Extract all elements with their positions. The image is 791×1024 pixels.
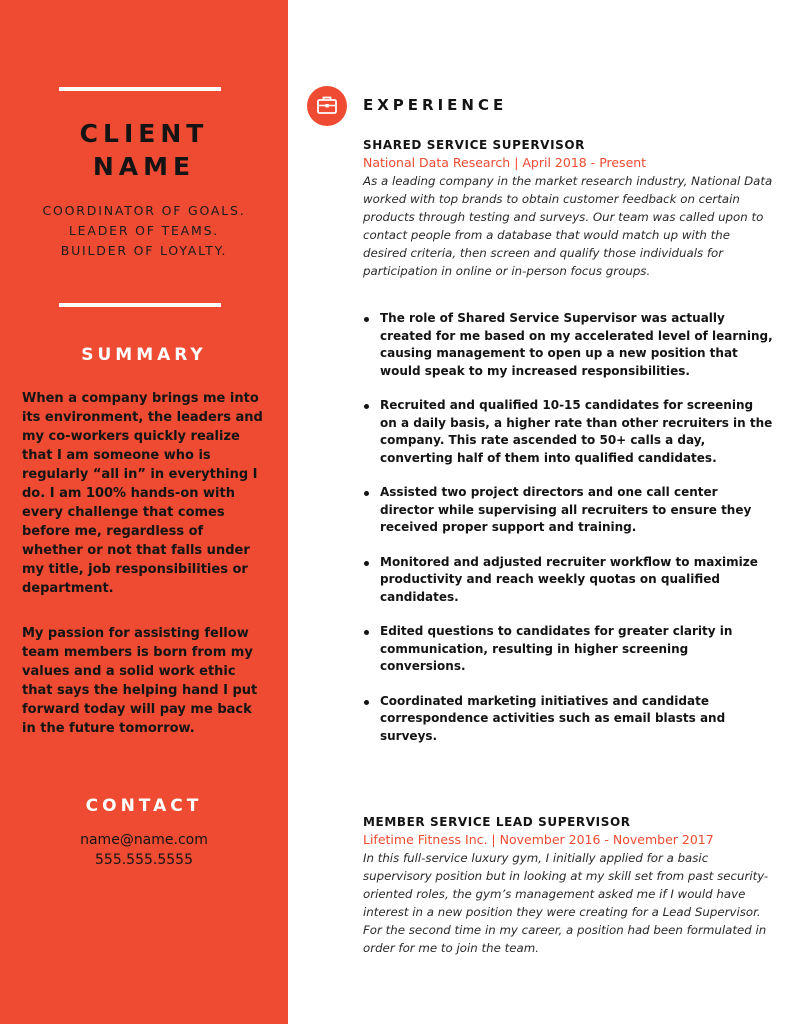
tagline-line-1: COORDINATOR OF GOALS. (42, 203, 246, 218)
top-divider (59, 87, 221, 91)
bullet-item (363, 310, 773, 380)
bullet-dot (364, 561, 369, 566)
bullet-item (363, 693, 773, 746)
bullet-dot (364, 700, 369, 705)
job-title: SHARED SERVICE SUPERVISOR (363, 138, 586, 152)
bullet-text: Coordinated marketing initiatives and candidate correspondence activities such as email blasts and surveys. (380, 693, 726, 743)
bullet-dot (364, 491, 369, 496)
bullet-item (363, 397, 773, 467)
job-title: MEMBER SERVICE LEAD SUPERVISOR (363, 815, 631, 829)
bullet-text: The role of Shared Service Supervisor was actually created for me based on my accelerated level of learning, causing management to open up a new position that would speak to my increased responsibilities. (380, 311, 773, 378)
client-name-last: NAME (92, 152, 196, 181)
client-name-first: CLIENT (79, 119, 209, 148)
tagline-line-2: LEADER OF TEAMS. (68, 223, 220, 238)
bullet-item (363, 484, 773, 537)
sidebar (0, 0, 288, 1024)
job-entry-2 (363, 814, 773, 957)
job-company-dates: Lifetime Fitness Inc. | November 2016 - November 2017 (363, 832, 714, 847)
contact-heading: CONTACT (85, 796, 203, 816)
job-description: In this full-service luxury gym, I initially applied for a basic supervisory position but in looking at my skill set from past security-oriented roles, the gym’s management asked me if I would have interest in a new position they were creating for a Lead Supervisor. For the second time in my career, a position had been formulated in order for me to join the team. (363, 851, 769, 955)
bullet-text: Assisted two project directors and one call center director while supervising all recruiters to ensure they received proper support and training. (380, 485, 752, 534)
bullet-dot (364, 404, 369, 409)
bullet-dot (364, 630, 369, 635)
tagline-line-3: BUILDER OF LOYALTY. (60, 243, 228, 258)
job-company-dates: National Data Research | April 2018 - Present (363, 155, 647, 170)
summary-paragraph-1: When a company brings me into its environment, the leaders and my co-workers quickly realize that I am someone who is regularly “all in” in everything I do. I am 100% hands-on with every challenge that comes before me, regardless of whether or not that falls under my title, job responsibilities or department. (22, 391, 263, 596)
bullet-text: Monitored and adjusted recruiter workflow to maximize productivity and reach weekly quotas on qualified candidates. (380, 554, 758, 604)
middle-divider (59, 303, 221, 307)
bullet-item (363, 554, 773, 607)
job-1-bullet-list (363, 310, 773, 762)
contact-email[interactable]: name@name.com (80, 832, 208, 848)
bullet-text: Edited questions to candidates for greater clarity in communication, resulting in higher screening conversions. (380, 624, 733, 673)
bullet-text: Recruited and qualified 10-15 candidates for screening on a daily basis, a higher rate than other recruiters in the company. This rate ascended to 50+ calls a day, converting half of them into qualified candidates. (380, 398, 773, 465)
bullet-item (363, 623, 773, 676)
contact-phone[interactable]: 555.555.5555 (95, 852, 193, 868)
briefcase-icon (307, 86, 347, 126)
bullet-dot (364, 317, 369, 322)
job-description: As a leading company in the market research industry, National Data worked with top brands to obtain customer feedback on certain products through testing and surveys. Our team was called upon to contact people from a database that would match up with the desired criteria, then screen and qualify those individuals for participation in online or in-person focus groups. (363, 174, 773, 278)
summary-paragraph-2: My passion for assisting fellow team members is born from my values and a solid work ethic that says the helping hand I put forward today will pay me back in the future tomorrow. (22, 626, 258, 736)
summary-heading: SUMMARY (81, 345, 207, 365)
experience-heading: EXPERIENCE (363, 96, 508, 114)
job-entry-1 (363, 137, 773, 280)
